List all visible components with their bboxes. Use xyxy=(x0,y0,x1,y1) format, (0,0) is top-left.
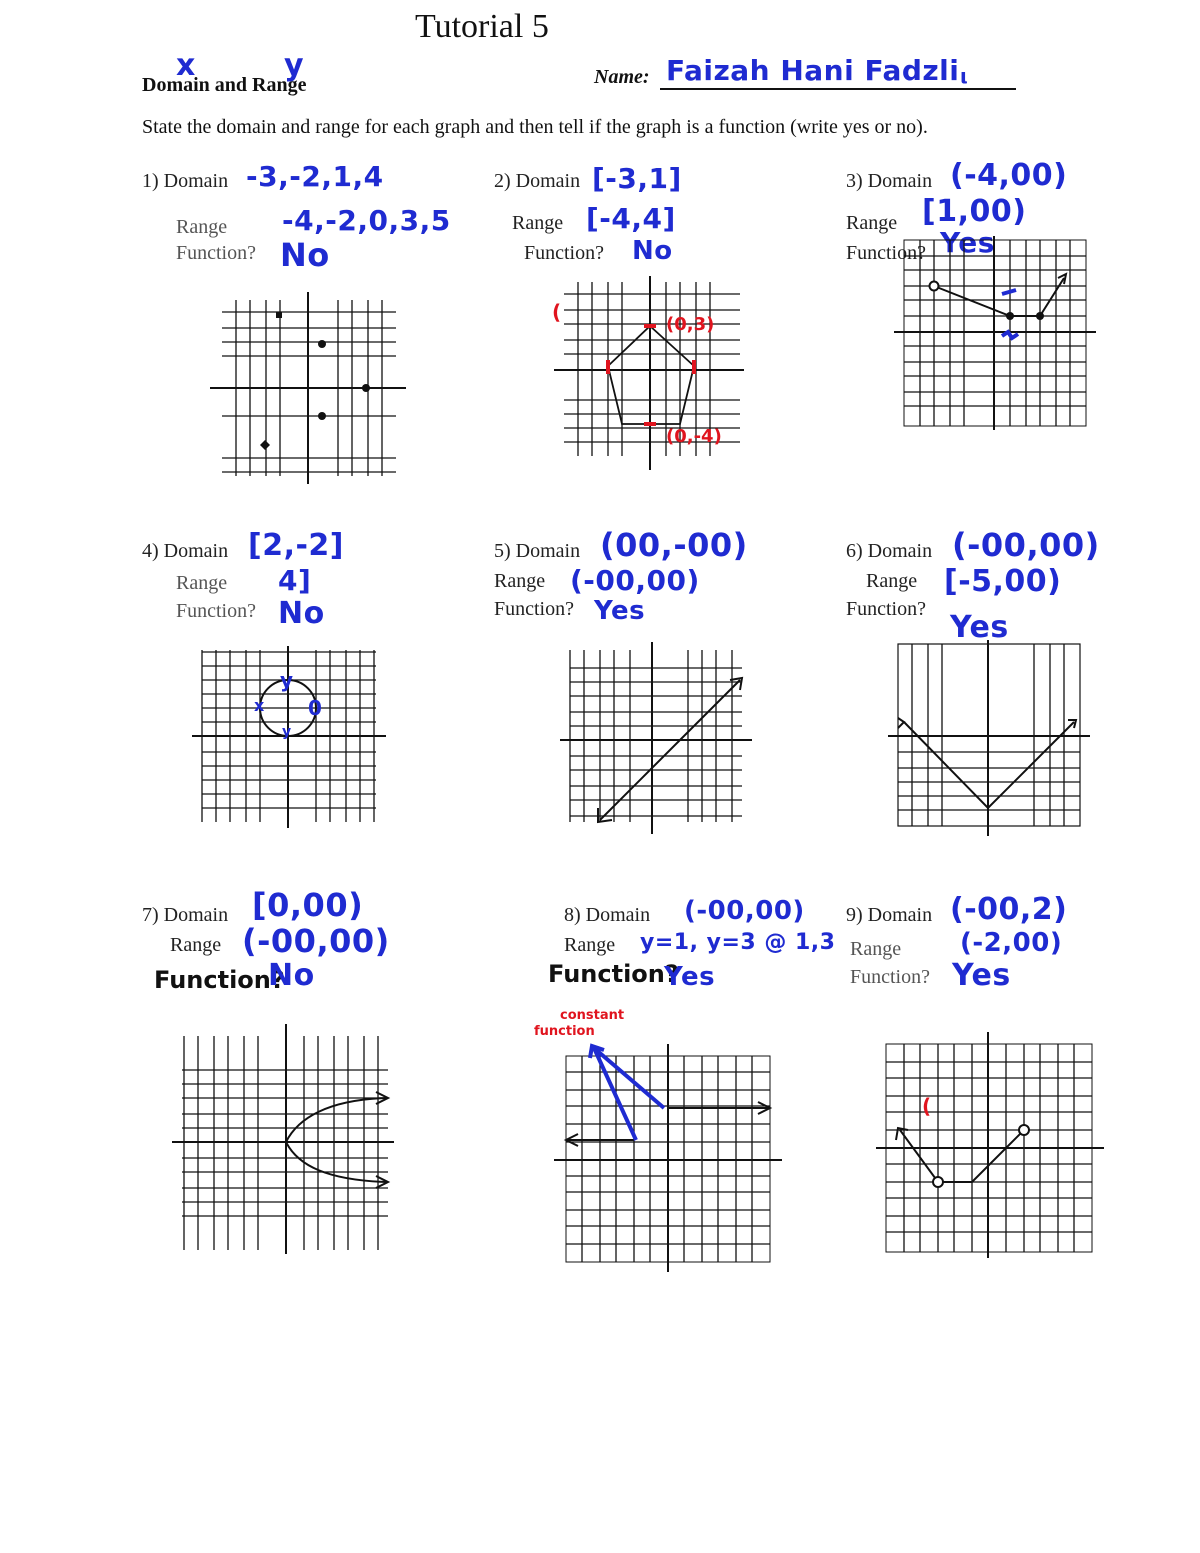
annotation-y: y xyxy=(284,48,305,83)
graph-3 xyxy=(890,234,1100,434)
p9-domain-answer: (-00,2) xyxy=(950,892,1068,927)
p6-range-answer: [-5,00) xyxy=(944,564,1062,599)
p9-function-label: Function? xyxy=(850,966,930,988)
p6-function-answer: Yes xyxy=(950,610,1009,645)
graph-2-note-top: (0,3) xyxy=(666,314,715,335)
p3-domain-answer: (-4,00) xyxy=(950,158,1068,193)
graph-9 xyxy=(874,1030,1108,1260)
p5-function-answer: Yes xyxy=(594,596,646,626)
graph-1 xyxy=(210,290,410,490)
p4-domain-answer: [2,-2] xyxy=(248,528,345,563)
graph-4-note-x: x xyxy=(254,696,265,715)
p6-domain-answer: (-00,00) xyxy=(952,526,1100,564)
graph-8-note-function: function xyxy=(534,1024,595,1039)
graph-8 xyxy=(548,1040,788,1274)
graph-5-line xyxy=(600,680,740,820)
graph-3-open-point xyxy=(930,282,939,291)
p5-range-label: Range xyxy=(494,570,546,592)
p4-number-domain: 4) Domain xyxy=(142,540,229,562)
graph-5-grid xyxy=(570,650,742,822)
graph-8-note-constant: constant xyxy=(560,1008,625,1023)
p3-range-answer: [1,00) xyxy=(922,194,1027,229)
name-label: Name: xyxy=(594,66,650,88)
graph-1-point xyxy=(260,440,270,450)
p8-function-label: Function? xyxy=(548,960,679,988)
name-underline xyxy=(660,88,1016,90)
p3-range-label: Range xyxy=(846,212,898,234)
instructions: State the domain and range for each graph and then tell if the graph is a function (write yes or no). xyxy=(142,116,928,138)
p2-range-label: Range xyxy=(512,212,564,234)
p6-function-label: Function? xyxy=(846,598,926,620)
p8-range-label: Range xyxy=(564,934,616,956)
graph-4-note-y-bottom: y xyxy=(282,724,292,740)
graph-8-ink-arrow xyxy=(594,1048,664,1108)
p8-domain-answer: (-00,00) xyxy=(684,896,805,926)
p5-domain-answer: (00,-00) xyxy=(600,526,748,564)
page-title: Tutorial 5 xyxy=(415,8,549,45)
graph-1-point xyxy=(318,340,326,348)
p2-function-answer: No xyxy=(632,236,673,266)
p1-range-label: Range xyxy=(176,216,228,238)
p9-range-answer: (-2,00) xyxy=(960,928,1063,958)
graph-3-point xyxy=(1006,312,1014,320)
graph-4-note-0: 0 xyxy=(308,696,323,720)
p3-number-domain: 3) Domain xyxy=(846,170,933,192)
graph-9-open-point xyxy=(1019,1125,1029,1135)
p1-function-label: Function? xyxy=(176,242,256,264)
graph-6-arrow xyxy=(898,718,904,728)
graph-7-parabola xyxy=(286,1098,386,1182)
p7-number-domain: 7) Domain xyxy=(142,904,229,926)
graph-1-point xyxy=(362,384,370,392)
p7-range-answer: (-00,00) xyxy=(242,922,390,960)
name-mark: ι xyxy=(960,64,969,88)
graph-5 xyxy=(556,640,756,836)
p1-domain-answer: -3,-2,1,4 xyxy=(246,160,384,193)
p3-function-answer: Yes xyxy=(940,226,995,259)
p7-function-answer: No xyxy=(268,958,315,993)
graph-9-note-paren: ( xyxy=(922,1094,932,1118)
section-heading: Domain and Range xyxy=(142,74,307,96)
graph-3-ink-mark xyxy=(1002,290,1016,294)
graph-1-point xyxy=(276,312,282,318)
p1-function-answer: No xyxy=(280,236,330,274)
p4-function-label: Function? xyxy=(176,600,256,622)
p9-range-label: Range xyxy=(850,938,902,960)
graph-2-note-paren: ( xyxy=(552,300,562,324)
p7-function-label: Function? xyxy=(154,966,285,994)
graph-9-open-point xyxy=(933,1177,943,1187)
graph-7 xyxy=(168,1022,398,1258)
p9-function-answer: Yes xyxy=(952,958,1011,993)
graph-2-note-bottom: (0,-4) xyxy=(666,426,722,447)
graph-1-point xyxy=(318,412,326,420)
p4-range-answer: 4] xyxy=(278,564,312,597)
p2-range-answer: [-4,4] xyxy=(586,202,676,235)
annotation-x: x xyxy=(176,48,196,83)
p7-range-label: Range xyxy=(170,934,222,956)
p2-number-domain: 2) Domain xyxy=(494,170,581,192)
student-name: Faizah Hani Fadzli xyxy=(666,54,960,87)
p5-number-domain: 5) Domain xyxy=(494,540,581,562)
p6-number-domain: 6) Domain xyxy=(846,540,933,562)
p5-function-label: Function? xyxy=(494,598,574,620)
p8-number-domain: 8) Domain xyxy=(564,904,651,926)
graph-6 xyxy=(884,640,1094,840)
p4-function-answer: No xyxy=(278,596,325,631)
p2-domain-answer: [-3,1] xyxy=(592,162,682,195)
p4-range-label: Range xyxy=(176,572,228,594)
p9-number-domain: 9) Domain xyxy=(846,904,933,926)
p5-range-answer: (-00,00) xyxy=(570,564,700,597)
graph-4-note-y-top: y xyxy=(280,668,294,692)
graph-3-curve xyxy=(934,278,1064,316)
p8-range-answer: y=1, y=3 @ 1,3 xyxy=(640,930,836,955)
p1-range-answer: -4,-2,0,3,5 xyxy=(282,204,451,237)
p6-range-label: Range xyxy=(866,570,918,592)
p2-function-label: Function? xyxy=(524,242,604,264)
p1-number-domain: 1) Domain xyxy=(142,170,229,192)
graph-3-point xyxy=(1036,312,1044,320)
p7-domain-answer: [0,00) xyxy=(252,886,364,924)
p8-function-answer: Yes xyxy=(664,962,716,992)
p3-function-label: Function? xyxy=(846,242,926,264)
